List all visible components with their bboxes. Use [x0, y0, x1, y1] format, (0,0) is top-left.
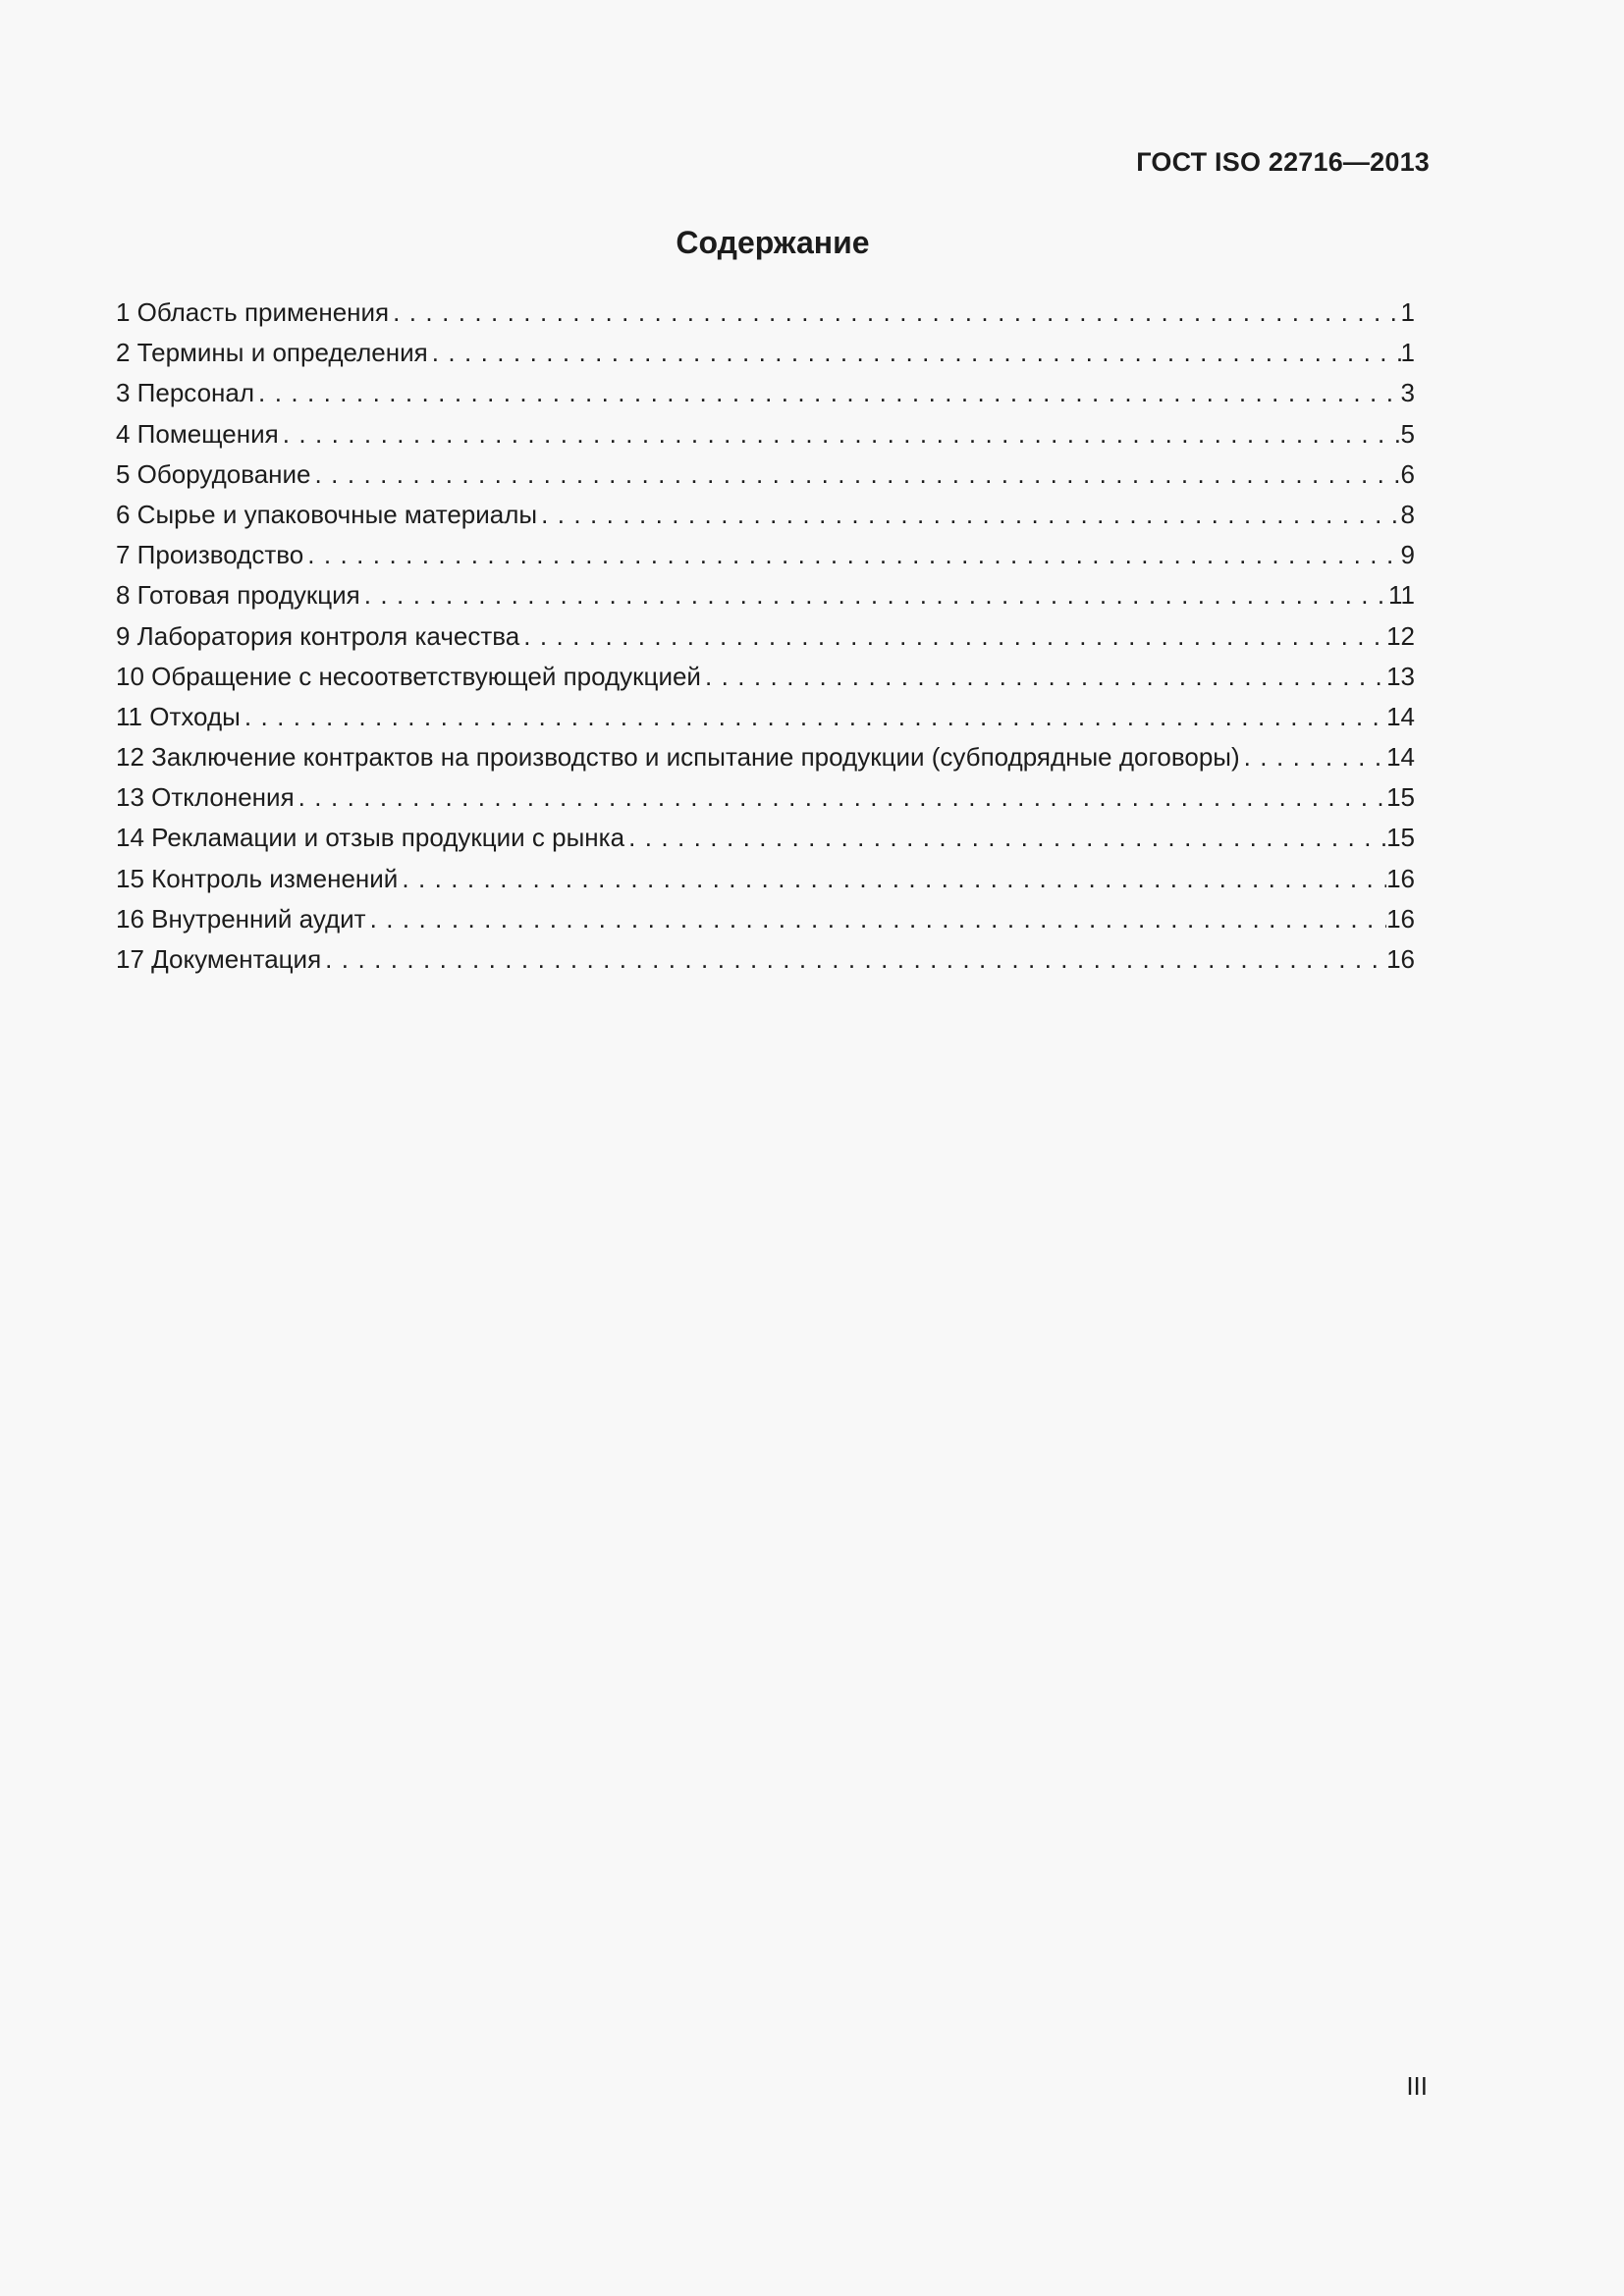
- page-number: III: [1406, 2071, 1428, 2101]
- dot-leader: [1240, 737, 1386, 777]
- toc-entry[interactable]: [116, 939, 1415, 980]
- toc-entry[interactable]: [116, 293, 1415, 333]
- dot-leader: [537, 495, 1400, 535]
- toc-entry-page: 9: [1400, 540, 1415, 570]
- toc-entry-label: 13 Отклонения: [116, 782, 295, 813]
- toc-entry-label: 14 Рекламации и отзыв продукции с рынка: [116, 823, 625, 853]
- toc-entry-label: 7 Производство: [116, 540, 304, 570]
- toc-entry-label: 8 Готовая продукция: [116, 580, 360, 611]
- toc-entry-page: 5: [1400, 418, 1415, 449]
- toc-entry-label: 15 Контроль изменений: [116, 863, 399, 893]
- toc-entry[interactable]: [116, 333, 1415, 373]
- toc-entry[interactable]: [116, 737, 1415, 777]
- toc-entry[interactable]: [116, 414, 1415, 454]
- dot-leader: [311, 454, 1401, 495]
- dot-leader: [254, 373, 1400, 413]
- dot-leader: [428, 333, 1401, 373]
- dot-leader: [398, 859, 1386, 899]
- dot-leader: [303, 535, 1400, 575]
- toc-entry[interactable]: [116, 454, 1415, 495]
- toc-entry-page: 8: [1400, 499, 1415, 529]
- toc-entry-label: 3 Персонал: [116, 378, 255, 408]
- dot-leader: [389, 293, 1400, 333]
- toc-entry-label: 17 Документация: [116, 944, 322, 974]
- toc-entry[interactable]: [116, 535, 1415, 575]
- toc-entry-page: 6: [1400, 458, 1415, 489]
- toc-entry-page: 16: [1386, 903, 1415, 934]
- toc-entry-label: 12 Заключение контрактов на производство и испытание продукции (субподрядные договоры): [116, 742, 1240, 773]
- toc-entry[interactable]: [116, 657, 1415, 697]
- dot-leader: [321, 939, 1386, 980]
- toc-entry[interactable]: [116, 859, 1415, 899]
- toc-entry-label: 9 Лаборатория контроля качества: [116, 620, 520, 651]
- toc-entry-page: 14: [1386, 742, 1415, 773]
- toc-entry-label: 6 Сырье и упаковочные материалы: [116, 499, 538, 529]
- toc-entry[interactable]: [116, 373, 1415, 413]
- dot-leader: [519, 616, 1386, 657]
- dot-leader: [624, 818, 1386, 858]
- toc-entry-page: 12: [1386, 620, 1415, 651]
- toc-entry-page: 15: [1386, 823, 1415, 853]
- toc-entry-label: 5 Оборудование: [116, 458, 311, 489]
- toc-entry[interactable]: [116, 777, 1415, 818]
- toc-entry-page: 13: [1386, 661, 1415, 691]
- toc-entry-page: 3: [1400, 378, 1415, 408]
- toc-entry-label: 4 Помещения: [116, 418, 279, 449]
- dot-leader: [366, 899, 1387, 939]
- toc-entry[interactable]: [116, 616, 1415, 657]
- toc-entry[interactable]: [116, 697, 1415, 737]
- toc-entry-label: 1 Область применения: [116, 297, 390, 327]
- toc-entry-page: 14: [1386, 701, 1415, 731]
- toc-entry[interactable]: [116, 495, 1415, 535]
- table-of-contents: [116, 293, 1415, 980]
- toc-entry-label: 16 Внутренний аудит: [116, 903, 366, 934]
- dot-leader: [279, 414, 1401, 454]
- toc-title: Содержание: [676, 225, 870, 260]
- dot-leader: [360, 575, 1388, 615]
- document-code: ГОСТ ISO 22716—2013: [1136, 147, 1430, 177]
- toc-entry[interactable]: [116, 899, 1415, 939]
- dot-leader: [295, 777, 1386, 818]
- toc-entry-page: 1: [1400, 338, 1415, 368]
- toc-entry[interactable]: [116, 818, 1415, 858]
- toc-entry-page: 16: [1386, 863, 1415, 893]
- toc-entry-page: 11: [1388, 580, 1415, 611]
- toc-entry-label: 11 Отходы: [116, 701, 241, 731]
- toc-entry-label: 2 Термины и определения: [116, 338, 428, 368]
- toc-entry-page: 15: [1386, 782, 1415, 813]
- toc-entry-page: 1: [1400, 297, 1415, 327]
- toc-entry[interactable]: [116, 575, 1415, 615]
- dot-leader: [701, 657, 1386, 697]
- dot-leader: [241, 697, 1386, 737]
- toc-entry-label: 10 Обращение с несоответствующей продукцией: [116, 661, 701, 691]
- toc-entry-page: 16: [1386, 944, 1415, 974]
